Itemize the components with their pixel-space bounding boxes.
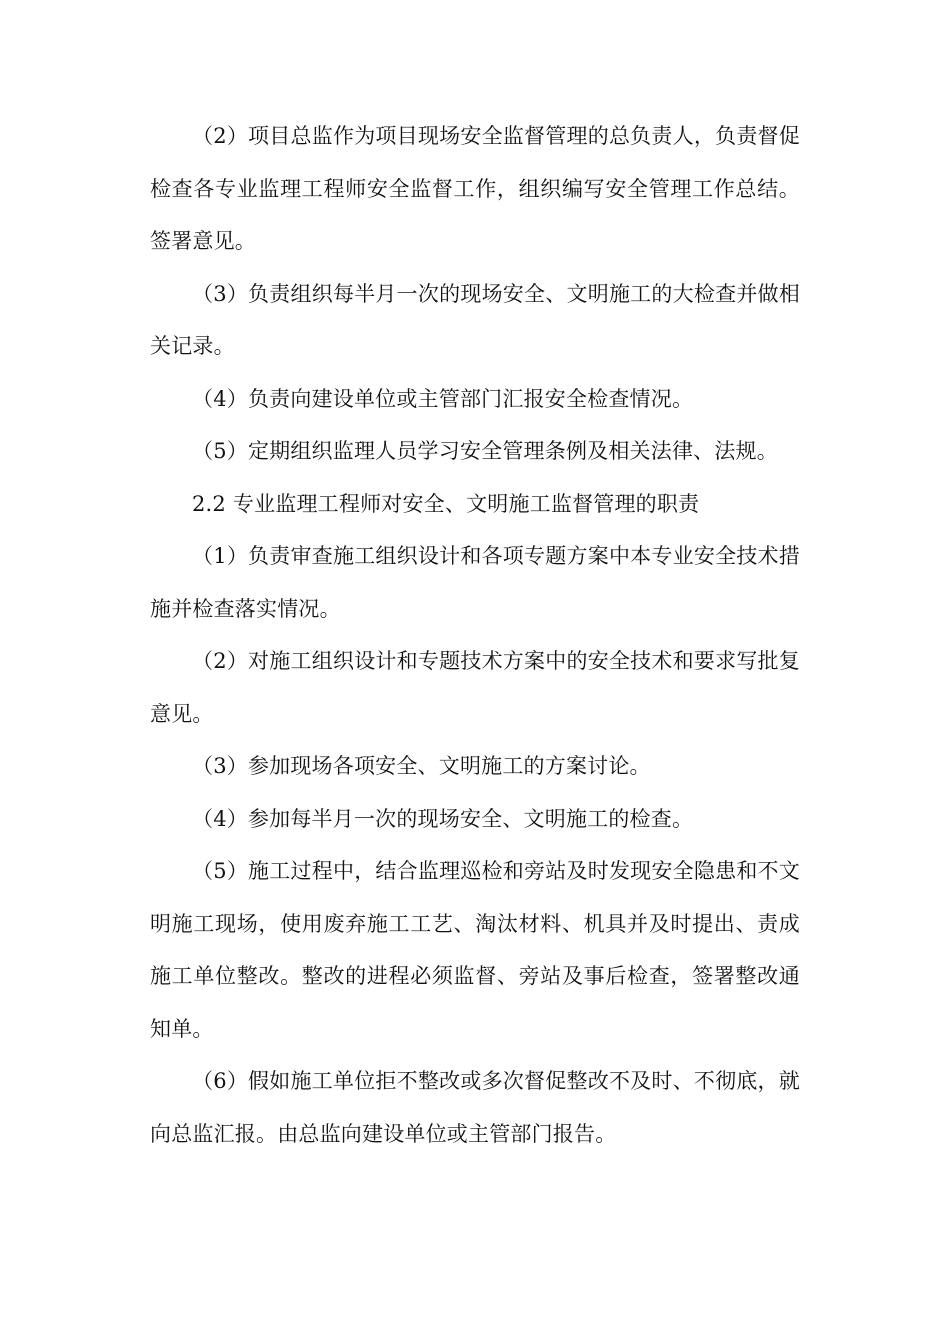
section-heading-2-2: 2.2 专业监理工程师对安全、文明施工监督管理的职责	[192, 491, 700, 516]
paragraph-approval-opinions: （2）对施工组织设计和专题技术方案中的安全技术和要求写批复意见。	[150, 649, 800, 726]
paragraph-report-to-owner: （4）负责向建设单位或主管部门汇报安全检查情况。	[192, 386, 694, 411]
paragraph-chief-supervisor-duties: （2）项目总监作为项目现场安全监督管理的总负责人，负责督促检查各专业监理工程师安全监督工作，组织编写安全管理工作总结。签署意见。	[150, 124, 800, 253]
paragraph-regulation-study: （5）定期组织监理人员学习安全管理条例及相关法律、法规。	[192, 439, 778, 463]
paragraph-hazard-rectification: （5）施工过程中，结合监理巡检和旁站及时发现安全隐患和不文明施工现场，使用废弃施工工艺、淘汰材料、机具并及时提出、责成施工单位整改。整改的进程必须监督、旁站及事后检查，签署整改通知单。	[150, 859, 800, 1041]
paragraph-semimonthly-inspection: （3）负责组织每半月一次的现场安全、文明施工的大检查并做相关记录。	[150, 281, 800, 358]
paragraph-plan-discussion: （3）参加现场各项安全、文明施工的方案讨论。	[192, 754, 651, 778]
paragraph-inspection-participation: （4）参加每半月一次的现场安全、文明施工的检查。	[192, 806, 694, 831]
paragraph-escalation: （6）假如施工单位拒不整改或多次督促整改不及时、不彻底，就向总监汇报。由总监向建设单位或主管部门报告。	[150, 1069, 800, 1146]
paragraph-review-safety-measures: （1）负责审查施工组织设计和各项专题方案中本专业安全技术措施并检查落实情况。	[150, 544, 800, 621]
document-body	[150, 110, 800, 1160]
